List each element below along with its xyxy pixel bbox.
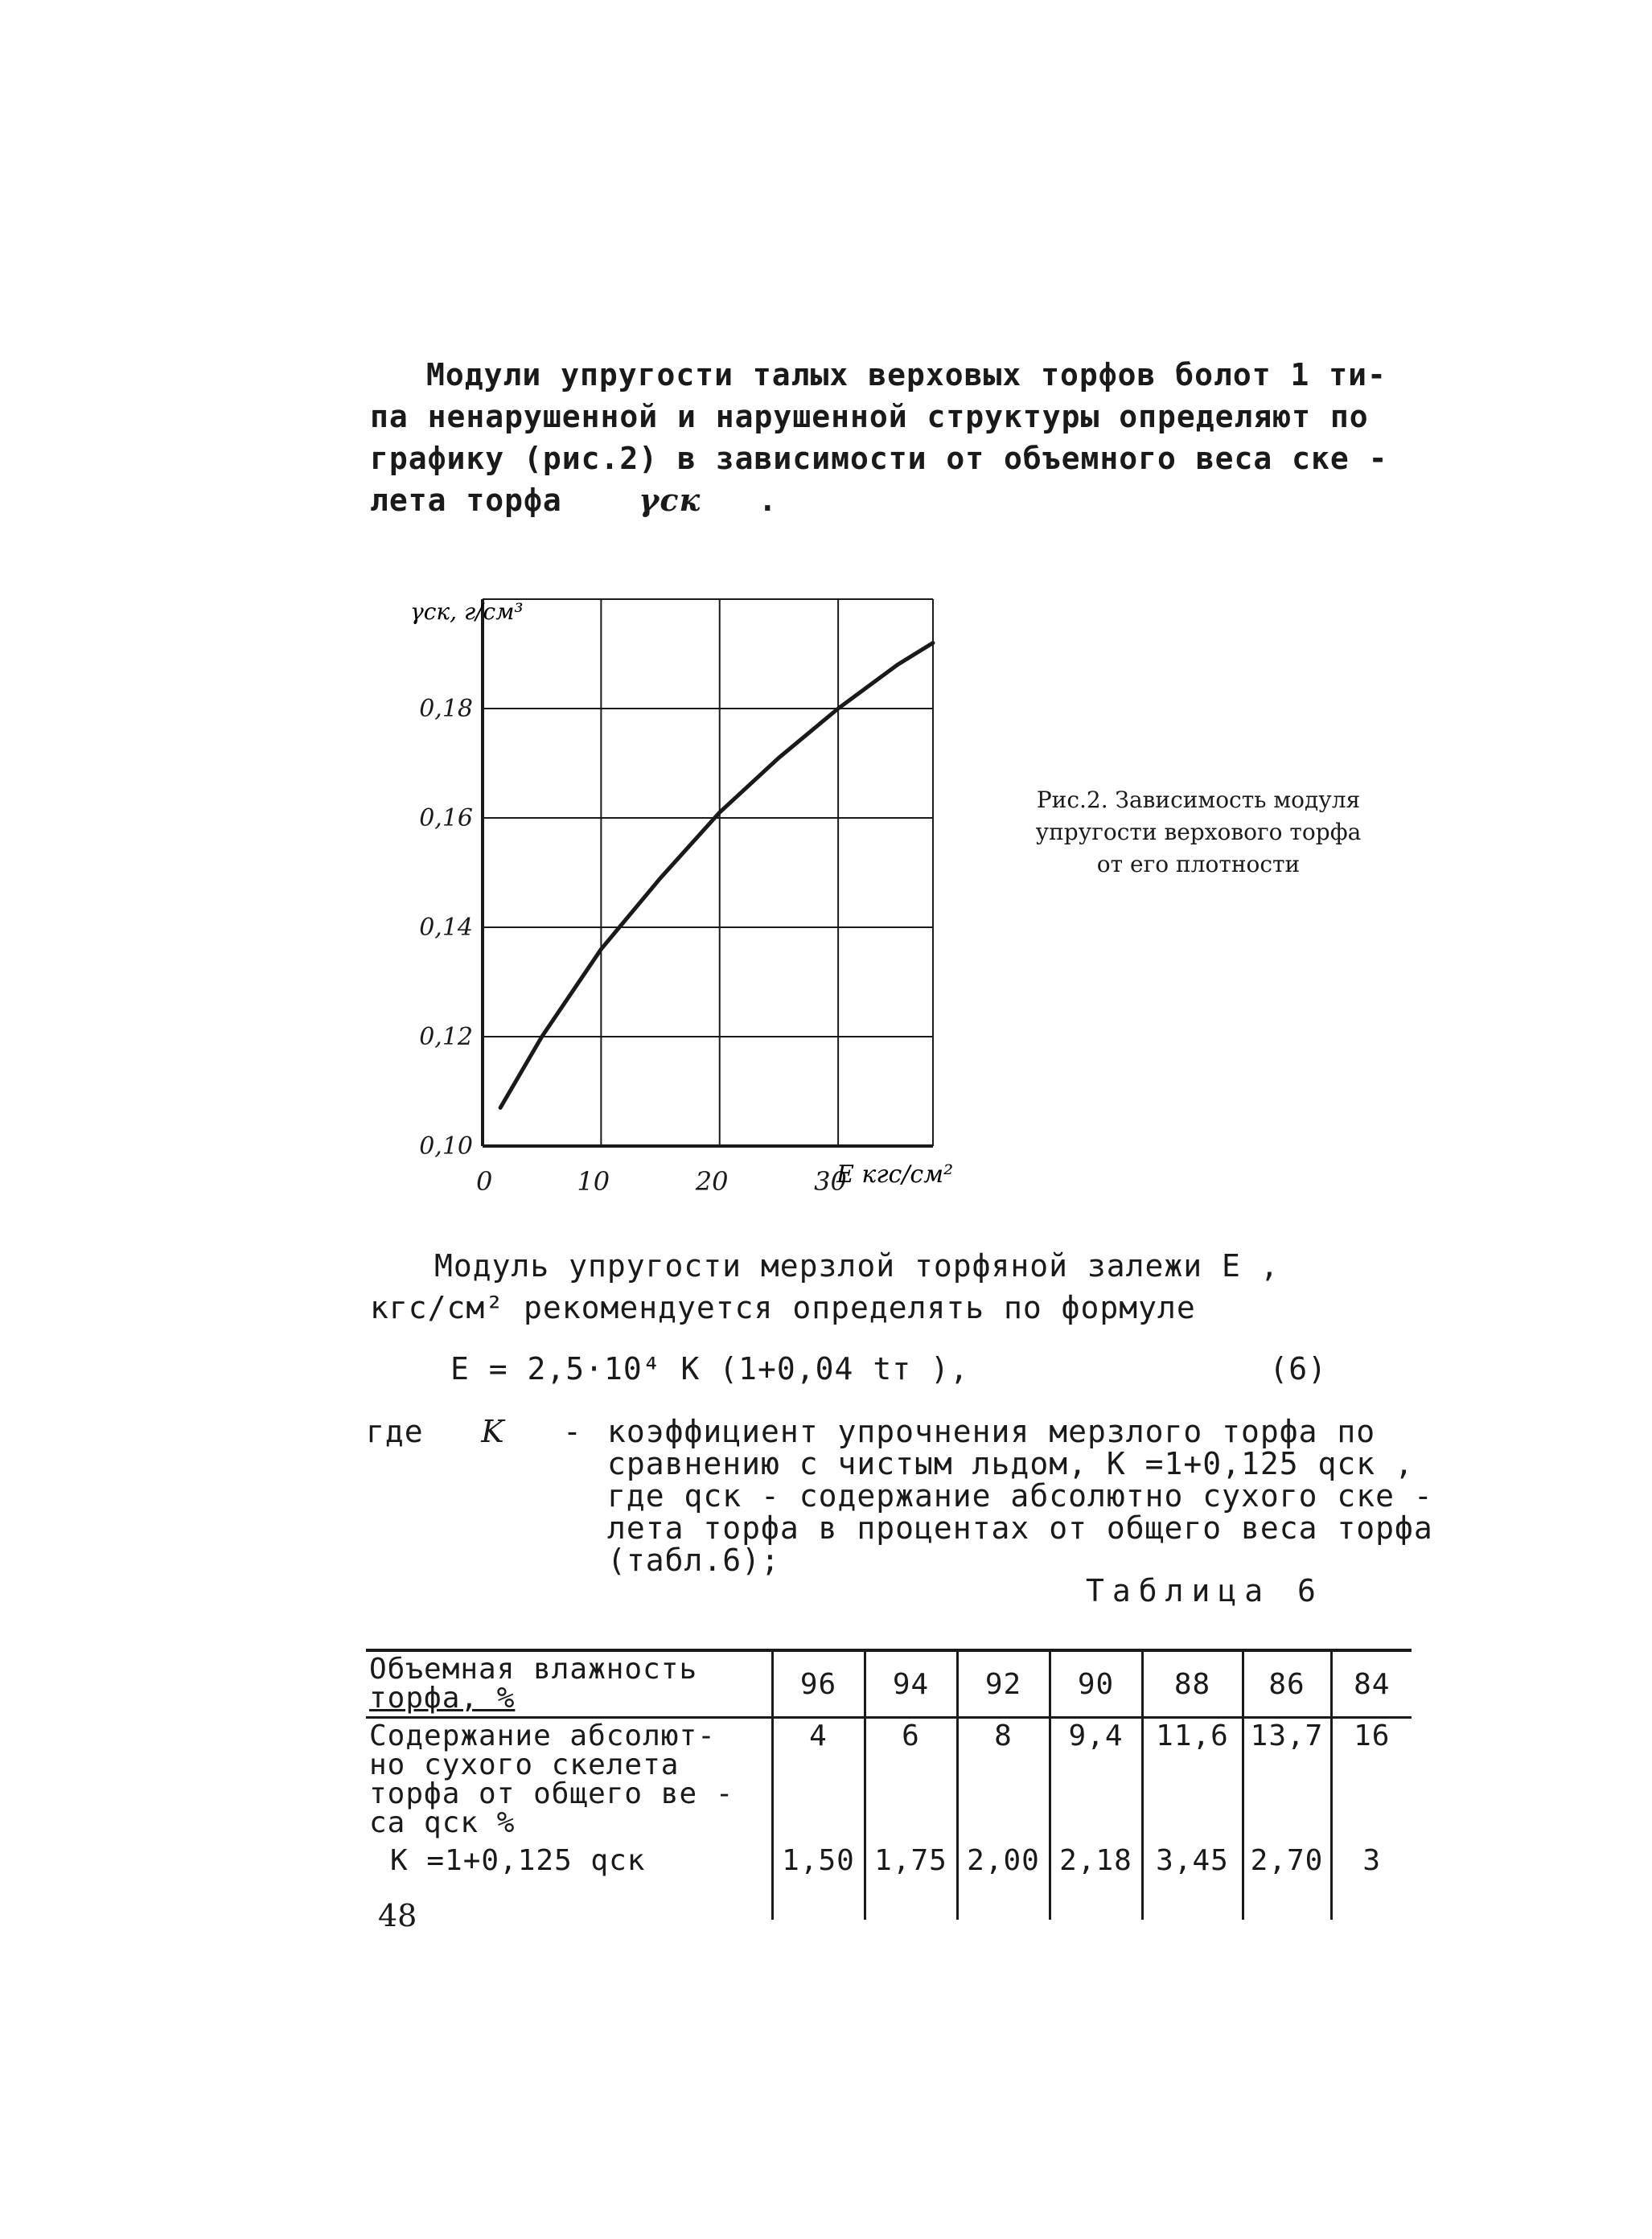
table-cell: 11,6 (1142, 1718, 1243, 1842)
caption-line-3: от его плотности (1096, 851, 1301, 877)
where-line-1: коэффициент упрочнения мерзлого торфа по (607, 1414, 1376, 1449)
table-cell: 16 (1331, 1718, 1412, 1842)
table-cell: 92 (957, 1650, 1050, 1718)
page-number: 48 (378, 1898, 417, 1933)
table-cell: 13,7 (1243, 1718, 1331, 1842)
intro-line-3: графику (рис.2) в зависимости от объемного веса ске - (370, 441, 1388, 476)
intro-line-4 (370, 479, 1416, 521)
table-cell: 8 (957, 1718, 1050, 1842)
figure-caption (981, 784, 1416, 881)
x-tick-label: 10 (577, 1166, 610, 1197)
table-cell: 1,75 (865, 1841, 957, 1920)
table-cell: 3,45 (1142, 1841, 1243, 1920)
table-cell: 88 (1142, 1650, 1243, 1718)
where-line-4: лета торфа в процентах от общего веса торфа (607, 1510, 1433, 1546)
table-cell: 86 (1243, 1650, 1331, 1718)
x-axis-label: E кгс/см² (836, 1161, 954, 1189)
table-cell: 2,00 (957, 1841, 1050, 1920)
intro-line-4-text: лета торфа (370, 483, 562, 518)
table-row-coefficient (366, 1841, 1412, 1920)
intro-paragraph (370, 354, 1416, 521)
table-cell: 94 (865, 1650, 957, 1718)
frozen-line-1: Модуль упругости мерзлой торфяной залежи E , (434, 1248, 1280, 1284)
where-word: где (366, 1414, 424, 1449)
table-cell: 6 (865, 1718, 957, 1842)
x-tick-label: 0 (476, 1166, 493, 1197)
caption-line-2: упругости верхового торфа (1035, 819, 1362, 845)
intro-line-2: па ненарушенной и нарушенной структуры определяют по (370, 399, 1369, 434)
gamma-symbol: γск (639, 482, 701, 518)
y-tick-label: 0,16 (419, 804, 473, 832)
frozen-line-2: кгс/см² рекомендуется определять по формуле (370, 1290, 1196, 1325)
where-dash: - (563, 1414, 582, 1449)
formula-6 (450, 1351, 1335, 1387)
moisture-header-line-1: Объемная влажность (369, 1653, 698, 1686)
y-tick-label: 0,18 (419, 695, 473, 723)
moisture-header-line-2: торфа, % (369, 1682, 516, 1715)
elasticity-density-chart (378, 563, 957, 1206)
where-symbol: K (481, 1414, 505, 1449)
where-line-2: сравнению с чистым льдом, K =1+0,125 qск , (607, 1446, 1414, 1481)
y-tick-label: 0,14 (419, 914, 473, 942)
table-row-dry-content (366, 1718, 1412, 1842)
dry-content-header (366, 1718, 772, 1842)
table-cell: 1,50 (772, 1841, 865, 1920)
table-cell: 2,70 (1243, 1841, 1331, 1920)
table-cell: 4 (772, 1718, 865, 1842)
where-label (366, 1415, 505, 1448)
table-cell: 2,18 (1050, 1841, 1142, 1920)
chart-grid (483, 599, 933, 1146)
x-tick-label: 30 (814, 1166, 847, 1197)
y-tick-label: 0,10 (419, 1132, 473, 1161)
table-cell: 9,4 (1050, 1718, 1142, 1842)
x-tick-label: 20 (695, 1166, 729, 1197)
intro-end-dot: . (758, 483, 778, 518)
dry-header-line-2: но сухого скелета (369, 1748, 680, 1781)
table-cell: 84 (1331, 1650, 1412, 1718)
y-tick-label: 0,12 (419, 1023, 473, 1051)
formula-number: (6) (1269, 1351, 1327, 1387)
frozen-peat-paragraph (370, 1245, 1416, 1329)
caption-line-1: Рис.2. Зависимость модуля (1036, 787, 1361, 813)
table-6 (366, 1649, 1412, 1920)
table-cell: 96 (772, 1650, 865, 1718)
dry-header-line-4: са qск % (369, 1806, 516, 1839)
table-title: Таблица 6 (1086, 1573, 1324, 1608)
intro-line-1: Модули упругости талых верховых торфов болот 1 ти- (426, 357, 1387, 392)
y-axis-label: γск, г/см³ (410, 598, 524, 625)
dry-header-line-1: Содержание абсолют- (369, 1719, 716, 1752)
chart-axes (483, 599, 933, 1146)
dry-header-line-3: торфа от общего ве - (369, 1777, 734, 1810)
table-row-moisture (366, 1650, 1412, 1718)
table-cell: 3 (1331, 1841, 1412, 1920)
where-line-3: где qск - содержание абсолютно сухого ске - (607, 1478, 1433, 1514)
where-body (607, 1414, 1433, 1578)
series-line (500, 643, 933, 1107)
moisture-header (366, 1650, 772, 1718)
table-cell: 90 (1050, 1650, 1142, 1718)
formula-text: E = 2,5·10⁴ K (1+0,04 tт ), (450, 1351, 969, 1387)
chart-series (500, 643, 933, 1107)
where-line-5: (табл.6); (607, 1543, 780, 1578)
coefficient-header: K =1+0,125 qск (390, 1844, 646, 1877)
